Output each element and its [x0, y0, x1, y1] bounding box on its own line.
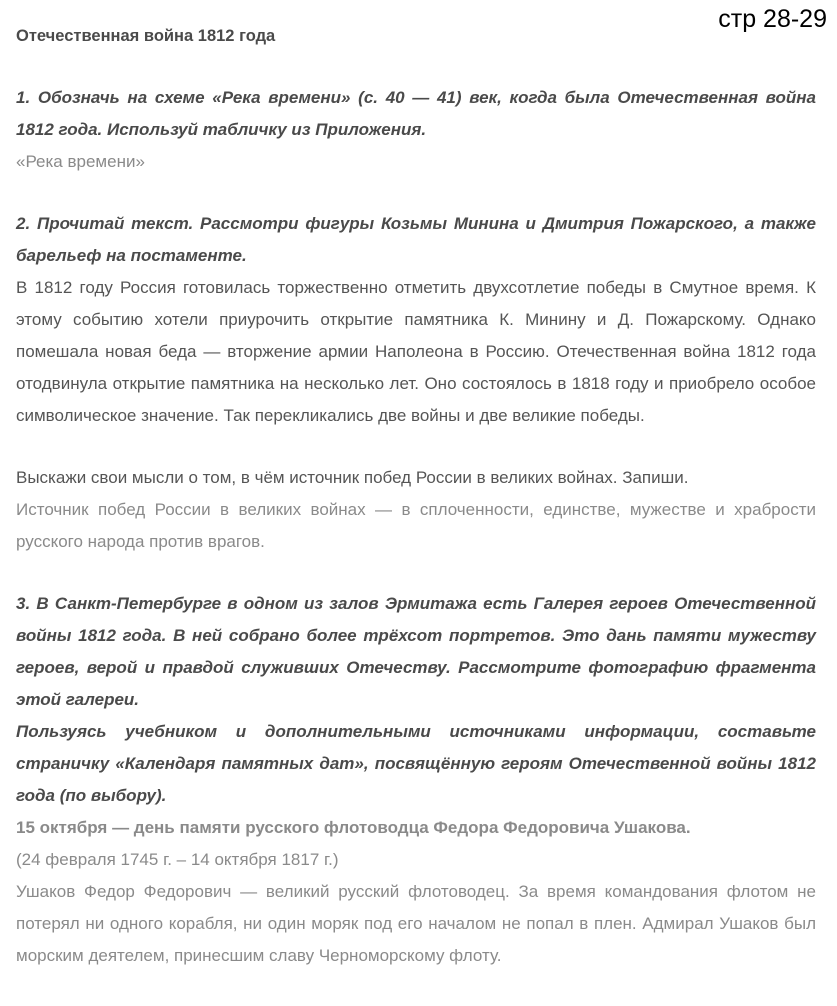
page-title: Отечественная война 1812 года	[16, 27, 276, 45]
task-1-answer: «Река времени»	[16, 152, 145, 171]
task-1-question: 1. Обозначь на схеме «Река времени» (с. 40 — 41) век, когда была Отечественная война 1812 года. Используй табличку из Приложения.	[16, 88, 816, 139]
task-2-prompt: Выскажи свои мысли о том, в чём источник побед России в великих войнах. Запиши.	[16, 468, 689, 487]
task-3-question: 3. В Санкт-Петербурге в одном из залов Эрмитажа есть Галерея героев Отечественной войны 1812 года. В ней собрано более трёхсот портретов. Это дань памяти мужеству героев, верой и правдой служивших Отечеству. Рассмотрите фотографию фрагмента этой галереи.	[16, 594, 816, 709]
task-2-answer: Источник побед России в великих войнах — в сплоченности, единстве, мужестве и храбрости русского народа против врагов.	[16, 500, 816, 551]
task-3-instruction: Пользуясь учебником и дополнительными источниками информации, составьте страничку «Календаря памятных дат», посвящённую героям Отечественной войны 1812 года (по выбору).	[16, 722, 816, 805]
task-3-answer-text: Ушаков Федор Федорович — великий русский флотоводец. За время командования флотом не потерял ни одного корабля, ни один моряк под его началом не попал в плен. Адмирал Ушаков был морским деятелем, принесшим славу Черноморскому флоту.	[16, 882, 816, 965]
task-3-answer-heading: 15 октября — день памяти русского флотоводца Федора Федоровича Ушакова.	[16, 818, 691, 837]
page-number: стр 28-29	[718, 5, 827, 33]
document-body	[16, 20, 816, 972]
task-2-question: 2. Прочитай текст. Рассмотри фигуры Козьмы Минина и Дмитрия Пожарского, а также барельеф на постаменте.	[16, 214, 816, 265]
task-3-answer-dates: (24 февраля 1745 г. – 14 октября 1817 г.)	[16, 850, 339, 869]
task-2-text: В 1812 году Россия готовилась торжественно отметить двухсотлетие победы в Смутное время. К этому событию хотели приурочить открытие памятника К. Минину и Д. Пожарскому. Однако помешала новая беда — вторжение армии Наполеона в Россию. Отечественная война 1812 года отодвинула открытие памятника на несколько лет. Оно состоялось в 1818 году и приобрело особое символическое значение. Так перекликались две войны и две великие победы.	[16, 278, 816, 425]
